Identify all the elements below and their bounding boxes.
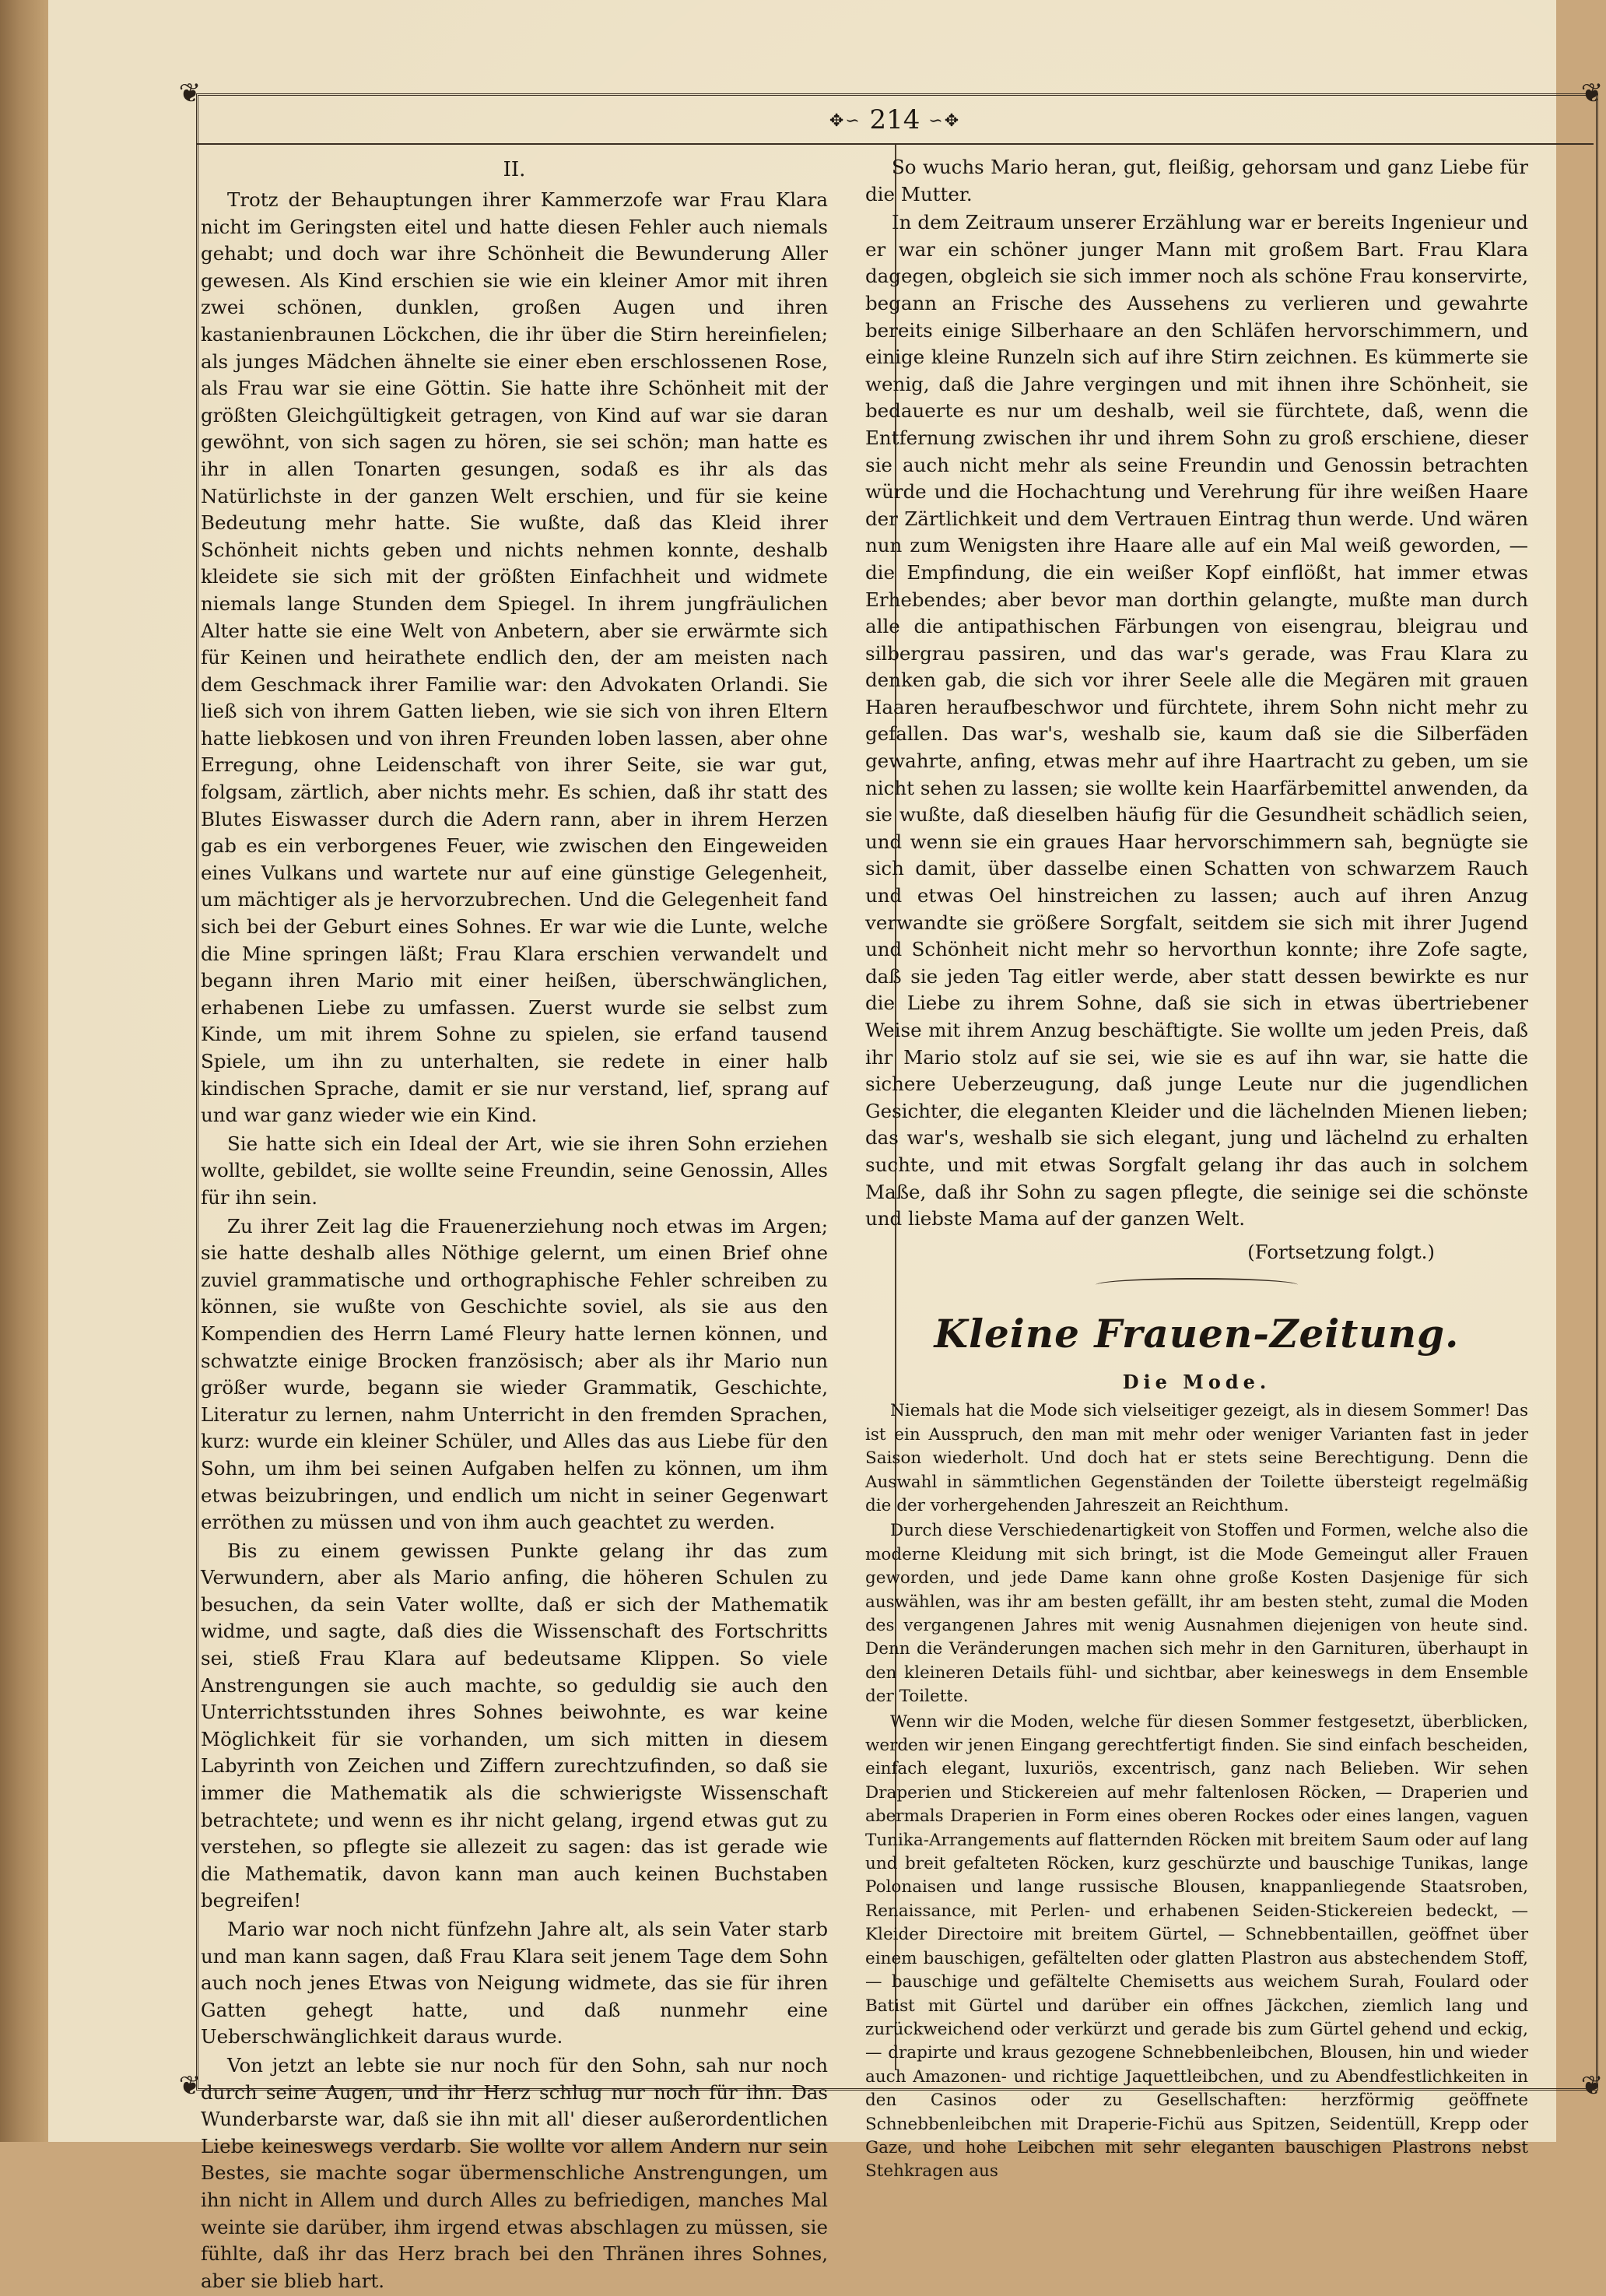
header-ornament-right: ∽✥ [928, 111, 961, 131]
feature-subtitle: Die Mode. [1122, 1371, 1271, 1394]
article-paragraph: In dem Zeitraum unserer Erzählung war er bereits Ingenieur und er war ein schöner junger Mann mit großem Bart. Frau Klara dagegen, obgleich sie sich immer noch als schöne Frau konservirte, begann an Frische des Aussehens zu verlieren und gewahrte bereits einige Silberhaare an den Schläfen hervorschimmern, und einige kleine Runzeln sich auf ihre Stirn zeichnen. Es kümmerte sie wenig, daß die Jahre vergingen und mit ihnen ihre Schönheit, sie bedauerte es nur um deshalb, weil sie fürchtete, daß, wenn die Entfernung zwischen ihr und ihrem Sohn zu groß erschiene, dieser sie auch nicht mehr als seine Freundin und Genossin betrachten würde und die Hochachtung und Verehrung für ihre weißen Haare der Zärtlichkeit und dem Vertrauen Eintrag thun werde. Und wären nun zum Wenigsten ihre Haare alle auf ein Mal weiß geworden, — die Empfindung, die ein weißer Kopf einflößt, hat immer etwas Erhebendes; aber bevor man dorthin gelangte, mußte man durch alle die antipathischen Färbungen von eisengrau, bleigrau und silbergrau passiren, und das war's gerade, was Frau Klara zu denken gab, die sich vor ihrer Seele alle die Megären mit grauen Haaren heraufbeschwor und fürchtete, ihrem Sohn nicht mehr zu gefallen. Das war's, weshalb sie, kaum daß sie die Silberfäden gewahrte, anfing, etwas mehr auf ihre Haartracht zu geben, um sie nicht sehen zu lassen; sie wollte kein Haarfärbemittel anwenden, da sie wußte, daß dieselben häufig für die Gesundheit schädlich seien, und wenn sie ein graues Haar hervorschimmern sah, begnügte sie sich damit, über dasselbe einen Schatten von schwarzem Rauch und etwas Oel hinstreichen zu lassen; auch auf ihren Anzug verwandte sie größere Sorgfalt, seitdem sie sich mit ihrer Jugend und Schönheit nicht mehr so hervorthun konnte; ihre Zofe sagte, daß sie jeden Tag eitler werde, aber statt dessen bewirkte es nur die Liebe zu ihrem Sohne, daß sie sich in etwas übertriebener Weise mit ihrem Anzug beschäftigte. Sie wollte um jeden Preis, daß ihr Mario stolz auf sie sei, wie sie es auf ihn war, sie hatte die sichere Ueberzeugung, daß junge Leute nur die jugendlichen Gesichter, die eleganten Kleider und die lächelnden Mienen lieben; das war's, weshalb sie sich elegant, jung und lächelnd zu erhalten suchte, und mit etwas Sorgfalt gelang ihr das auch in solchem Maße, daß ihr Sohn zu sagen pflegte, die seinige sei die schönste und liebste Mama auf der ganzen Welt. [865, 211, 1528, 1231]
section-number: II. [503, 158, 526, 181]
article-paragraph: So wuchs Mario heran, gut, fleißig, gehorsam und ganz Liebe für die Mutter. [865, 156, 1528, 205]
section-divider [1096, 1278, 1298, 1292]
continuation-note: (Fortsetzung folgt.) [1247, 1240, 1435, 1263]
header-ornament-left: ✥∽ [829, 111, 861, 131]
article-paragraph: Mario war noch nicht fünfzehn Jahre alt, als sein Vater starb und man kann sagen, daß Frau Klara seit jenem Tage dem Sohn auch noch jenes Etwas von Neigung widmete, das sie für ihren Gatten gehegt hatte, und daß nunmehr eine Ueberschwänglichkeit daraus wurde. [201, 1918, 828, 2048]
article-paragraph: Von jetzt an lebte sie nur noch für den Sohn, sah nur noch durch seine Augen, und ihr Herz schlug nur noch für ihn. Das Wunderbarste war, daß sie ihn mit all' dieser außerordentlichen Liebe keineswegs verdarb. Sie wollte vor allem Andern nur sein Bestes, sie machte sogar übermenschliche Anstrengungen, um ihn nicht in Allem und durch Alles zu befriedigen, manches Mal weinte sie darüber, ihm irgend etwas abschlagen zu müssen, sie fühlte, daß ihr das Herz brach bei den Thränen ihres Sohnes, aber sie blieb hart. [201, 2053, 828, 2292]
feature-paragraph: Niemals hat die Mode sich vielseitiger gezeigt, als in diesem Sommer! Das ist ein Ausspruch, den man mit mehr oder weniger Varianten fast in jeder Saison wiederholt. Und doch hat er stets seine Berechtigung. Denn die Auswahl in sämmtlichen Gegenständen der Toilette übersteigt regelmäßig die der vorhergehenden Jahreszeit an Reichthum. [865, 1401, 1528, 1515]
corner-ornament-icon: ❦ [1580, 78, 1604, 109]
left-column [201, 154, 828, 2296]
article-paragraph: Zu ihrer Zeit lag die Frauenerziehung noch etwas im Argen; sie hatte deshalb alles Nöthige gelernt, um einen Brief ohne zuviel grammatische und orthographische Fehler schreiben zu können, sie wußte von Geschichte soviel, als sie aus den Kompendien des Herrn Lamé Fleury hatte lernen können, und schwatzte einige Brocken französisch; aber als ihr Mario nun größer wurde, begann sie wieder Grammatik, Geschichte, Literatur zu lernen, nahm Unterricht in den fremden Sprachen, kurz: wurde ein kleiner Schüler, und Alles das aus Liebe für den Sohn, um ihm bei seinen Aufgaben helfen zu können, um ihm etwas beizubringen, und endlich um nicht in seiner Gegenwart erröthen zu müssen und von ihm auch geachtet zu werden. [201, 1214, 828, 1534]
corner-ornament-icon: ❦ [1580, 2070, 1604, 2101]
corner-ornament-icon: ❦ [178, 78, 202, 109]
feature-paragraph: Wenn wir die Moden, welche für diesen Sommer festgesetzt, überblicken, werden wir jenen Eingang gerechtfertigt finden. Sie sind einfach bescheiden, einfach elegant, luxuriös, excentrisch, ganz nach Belieben. Wir sehen Draperien und Stickereien auf mehr faltenlosen Röcken, — Draperien und abermals Draperien in Form eines oberen Rockes oder eines langen, vaguen Tunika-Arrangements auf flatternden Röcken mit breitem Saum oder auf lang und breit gefalteten Röcken, kurz geschürzte und bauschige Tunikas, lange Polonaisen und lange russische Blousen, knappanliegende Staatsroben, Renaissance, mit Perlen- und erhabenen Seiden-Stickereien bedeckt, — Kleider Directoire mit breitem Gürtel, — Schnebbentaillen, geöffnet über einem bauschigen, gefältelten oder glatten Plastron aus abstechendem Stoff, — bauschige und gefältelte Chemisetts aus weichem Surah, Foulard oder Batist mit Gürtel und darüber ein offnes Jäckchen, ziemlich lang und zurückweichend oder verkürzt und gerade bis zum Gürtel gehend und eckig, — drapirte und kraus gezogene Schnebbenleibchen, Blousen, hin und wieder auch Amazonen- und richtige Jaquettleibchen, und zu Abendfestlichkeiten in den Casinos oder zu Gesellschaften: herzförmig geöffnete Schnebbenleibchen mit Draperie-Fichü aus Spitzen, Seidentüll, Krepp oder Gaze, und hohe Leibchen mit sehr eleganten bauschigen Plastrons nebst Stehkragen aus [865, 1711, 1528, 2182]
article-paragraph: Bis zu einem gewissen Punkte gelang ihr das zum Verwundern, aber als Mario anfing, die höheren Schulen zu besuchen, da sein Vater wollte, daß er sich der Mathematik widme, und sagte, daß dies die Wissenschaft des Fortschritts sei, stieß Frau Klara auf bedeutsame Klippen. So viele Anstrengungen sie auch machte, so geduldig sie auch den Unterrichtsstunden ihres Sohnes beiwohnte, es war keine Möglichkeit für sie vorhanden, um sich mitten in diesem Labyrinth von Zeichen und Ziffern zurechtzufinden, so daß sie immer die Mathematik als die schwierigste Wissenschaft betrachtete; und wenn es ihr nicht gelang, irgend etwas gut zu verstehen, so pflegte sie allezeit zu sagen: das ist gerade wie die Mathematik, davon kann man auch keinen Buchstaben begreifen! [201, 1539, 828, 1912]
right-column [865, 154, 1528, 2185]
feature-paragraph: Durch diese Verschiedenartigkeit von Stoffen und Formen, welche also die moderne Kleidung mit sich bringt, ist die Mode Gemeingut aller Frauen geworden, und jede Dame kann ohne große Kosten Dasjenige für sich auswählen, was ihr am besten gefällt, ihr am besten steht, zumal die Moden des vergangenen Jahres mit wenig Ausnahmen diejenigen von heute sind. Denn die Veränderungen machen sich mehr in den Garnituren, überhaupt in den kleineren Details fühl- und sichtbar, aber keineswegs in dem Ensemble der Toilette. [865, 1521, 1528, 1707]
feature-body [865, 1399, 1528, 2183]
corner-ornament-icon: ❦ [178, 2070, 202, 2101]
article-paragraph: Trotz der Behauptungen ihrer Kammerzofe war Frau Klara nicht im Geringsten eitel und hatte diesen Fehler auch niemals gehabt; und doch war ihre Schönheit die Bewunderung Aller gewesen. Als Kind erschien sie wie ein kleiner Amor mit ihren zwei schönen, dunklen, großen Augen und ihren kastanienbraunen Löckchen, die ihr über die Stirn hereinfielen; als junges Mädchen ähnelte sie einer eben erschlossenen Rose, als Frau war sie eine Göttin. Sie hatte ihre Schönheit mit der größten Gleichgültigkeit getragen, von Kind auf war sie daran gewöhnt, von sich sagen zu hören, sie sei schön; man hatte es ihr in allen Tonarten gesungen, sodaß es ihr als das Natürlichste in der ganzen Welt erschien, und für sie keine Bedeutung mehr hatte. Sie wußte, daß das Kleid ihrer Schönheit nichts geben und nichts nehmen konnte, deshalb kleidete sie sich mit der größten Einfachheit und widmete niemals lange Stunden dem Spiegel. In ihrem jungfräulichen Alter hatte sie eine Welt von Anbetern, aber sie erwärmte sich für Keinen und heirathete endlich den, der am meisten nach dem Geschmack ihrer Familie war: den Advokaten Orlandi. Sie ließ sich von ihrem Gatten lieben, wie sie sich von ihren Eltern hatte liebkosen und von ihren Freunden loben lassen, aber ohne Erregung, ohne Leidenschaft von ihrer Seite, sie war gut, folgsam, zärtlich, aber nichts mehr. Es schien, daß ihr statt des Blutes Eiswasser durch die Adern rann, aber in ihrem Herzen gab es ein verborgenes Feuer, wie zwischen den Eingeweiden eines Vulkans und wartete nur auf eine günstige Gelegenheit, um mächtiger als je hervorzubrechen. Und die Gelegenheit fand sich bei der Geburt eines Sohnes. Er war wie die Lunte, welche die Mine springen läßt; Frau Klara erschien verwandelt und begann ihren Mario mit einer heißen, überschwänglichen, erhabenen Liebe zu umfassen. Zuerst wurde sie selbst zum Kinde, um mit ihrem Sohne zu spielen, sie erfand tausend Spiele, um ihn zu unterhalten, sie redete in einer halb kindischen Sprache, damit er sie nur verstand, lief, sprang auf und war ganz wieder wie ein Kind. [201, 188, 828, 1127]
book-spine [0, 0, 48, 2142]
article-paragraph: Sie hatte sich ein Ideal der Art, wie sie ihren Sohn erziehen wollte, gebildet, sie wollte seine Freundin, seine Genossin, Alles für ihn sein. [201, 1132, 828, 1209]
feature-title: Kleine Frauen-Zeitung. [934, 1311, 1460, 1357]
page-number: 214 [869, 104, 920, 135]
page-header [196, 100, 1594, 140]
